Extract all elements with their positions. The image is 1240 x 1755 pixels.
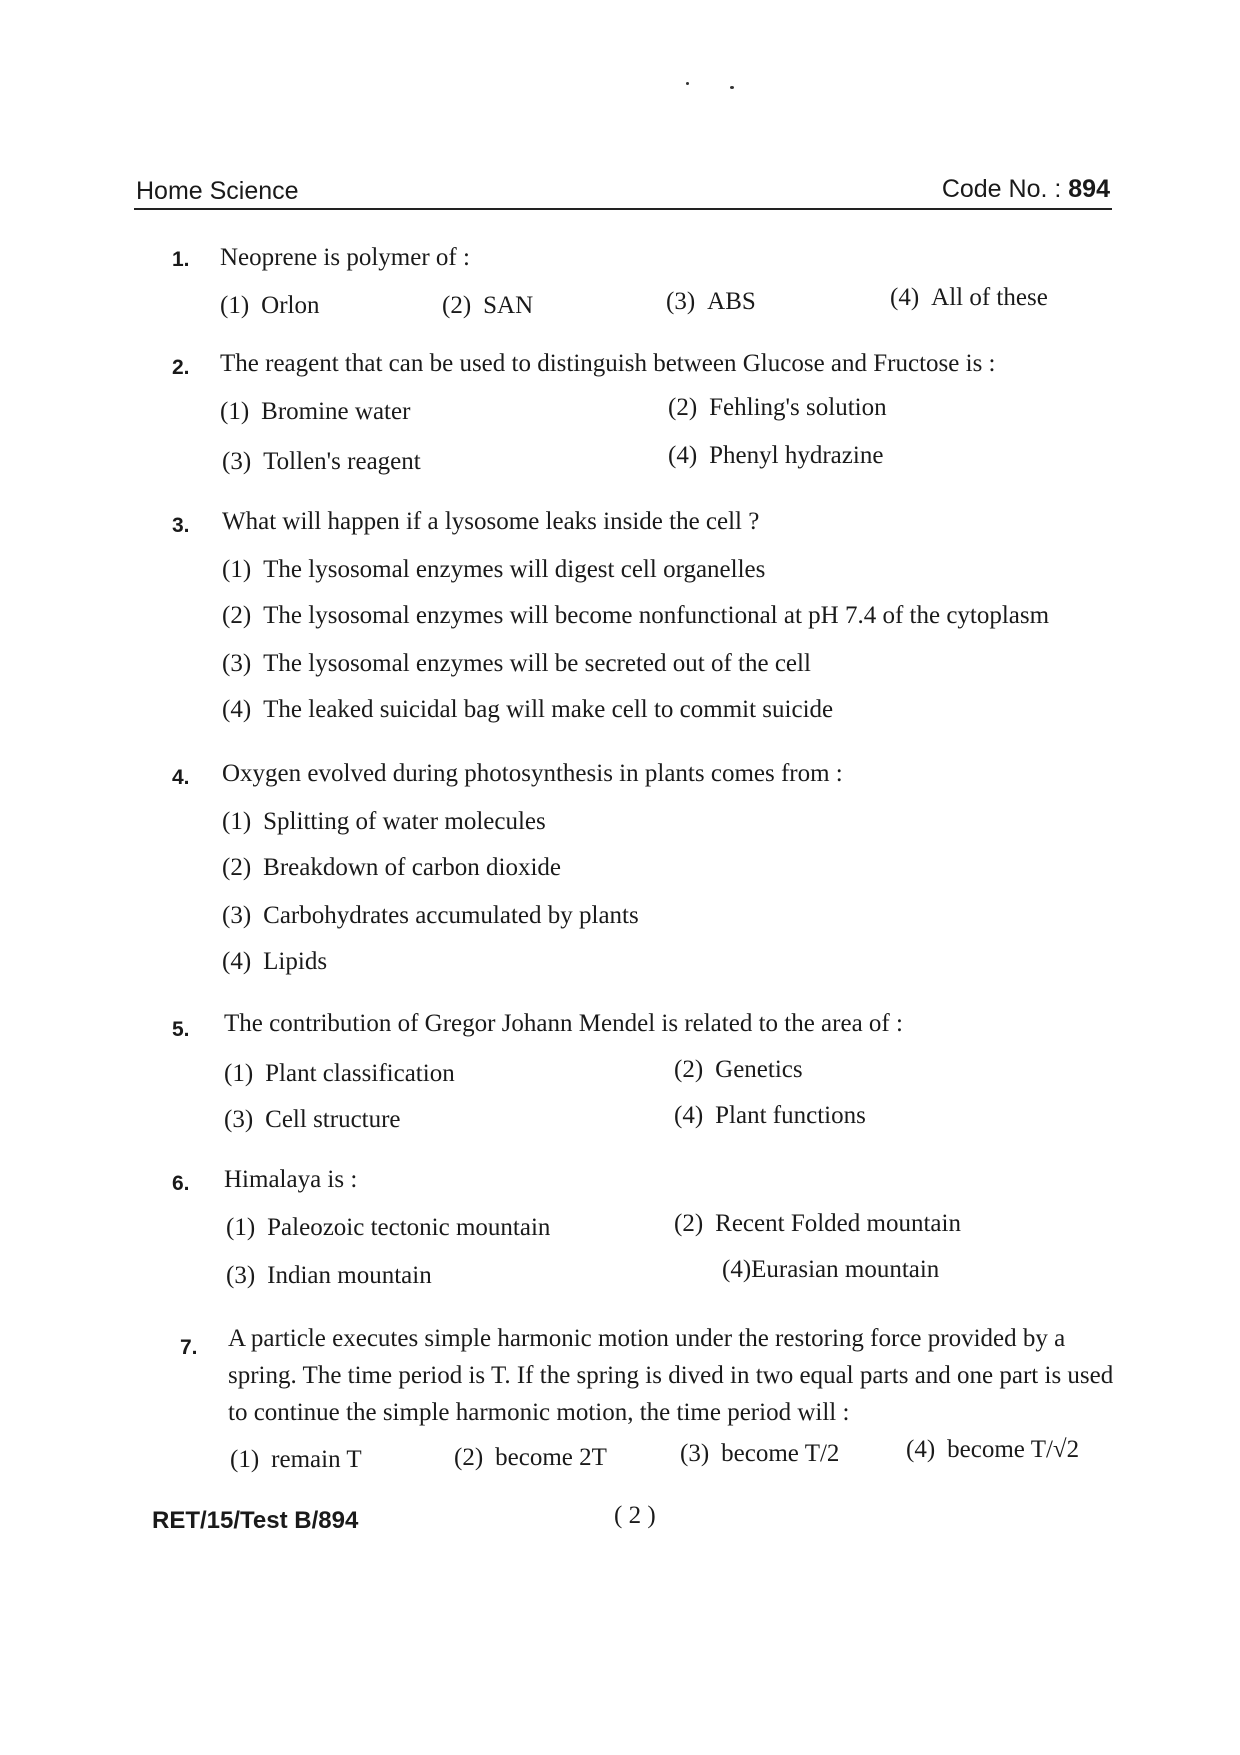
option-number: (4): [890, 284, 920, 311]
option-text: Lipids: [263, 948, 328, 975]
option: [668, 394, 887, 422]
option: [224, 1060, 455, 1088]
option-text: Cell structure: [265, 1106, 401, 1133]
option-text: Orlon: [261, 292, 320, 319]
option-text: ABS: [707, 288, 756, 315]
option-number: (1): [220, 292, 250, 319]
option: [680, 1440, 839, 1468]
option-number: (2): [454, 1444, 484, 1471]
subject-title: Home Science: [136, 177, 299, 205]
option-number: (3): [222, 650, 252, 677]
option-text: Eurasian mountain: [751, 1256, 940, 1283]
option: [674, 1210, 961, 1238]
option-number: (2): [442, 292, 472, 319]
option-number: (3): [666, 288, 696, 315]
option-text: The lysosomal enzymes will be secreted out of the cell: [263, 650, 811, 677]
option-number: (3): [226, 1262, 256, 1289]
option-number: (3): [680, 1440, 710, 1467]
option-text: become T/2: [721, 1440, 840, 1467]
question-number: 1.: [172, 248, 190, 271]
option-text: Paleozoic tectonic mountain: [267, 1214, 551, 1241]
option-number: (1): [220, 398, 250, 425]
test-code: RET/15/Test B/894: [152, 1507, 359, 1534]
option-text: SAN: [483, 292, 534, 319]
option-number: (2): [668, 394, 698, 421]
scan-speck: [730, 86, 734, 89]
question-number: 4.: [172, 766, 190, 789]
option: [226, 1262, 432, 1290]
option-text: The lysosomal enzymes will digest cell organelles: [263, 556, 766, 583]
option: [222, 696, 833, 724]
option-text: Plant classification: [265, 1060, 455, 1087]
option-number: (1): [224, 1060, 254, 1087]
option-text: Breakdown of carbon dioxide: [263, 854, 561, 881]
option: [222, 854, 561, 882]
option: [222, 448, 421, 476]
question-text: What will happen if a lysosome leaks inside the cell ?: [222, 508, 760, 535]
option: [222, 902, 639, 930]
option-number: (1): [222, 556, 252, 583]
option-text: Splitting of water molecules: [263, 808, 546, 835]
question-text: Oxygen evolved during photosynthesis in plants comes from :: [222, 760, 843, 787]
option-number: (2): [674, 1056, 704, 1083]
option: [224, 1106, 401, 1134]
option: [222, 556, 765, 584]
option-number: (4): [222, 696, 252, 723]
option-text: Tollen's reagent: [263, 448, 421, 475]
option: [230, 1446, 362, 1474]
option-text: Phenyl hydrazine: [709, 442, 884, 469]
option: [666, 288, 756, 316]
option-number: (3): [222, 902, 252, 929]
option-text: remain T: [271, 1446, 362, 1473]
option-number: (4): [906, 1436, 936, 1463]
option: [222, 948, 327, 976]
question-text: Neoprene is polymer of :: [220, 244, 470, 271]
option: [906, 1436, 1079, 1464]
code-number: [942, 175, 1110, 204]
option-number: (3): [222, 448, 252, 475]
page-number: ( 2 ): [614, 1502, 656, 1529]
option-text: The lysosomal enzymes will become nonfunctional at pH 7.4 of the cytoplasm: [263, 602, 1050, 629]
option: [442, 292, 533, 320]
option-text: Carbohydrates accumulated by plants: [263, 902, 639, 929]
question-number: 6.: [172, 1172, 190, 1195]
option-text: All of these: [931, 284, 1048, 311]
question-text: The contribution of Gregor Johann Mendel is related to the area of :: [224, 1010, 903, 1037]
option-number: (1): [222, 808, 252, 835]
option-text: become 2T: [495, 1444, 607, 1471]
option-number: (1): [230, 1446, 260, 1473]
option-text: become T/√2: [947, 1436, 1080, 1463]
option-number: (2): [222, 854, 252, 881]
option-number: (1): [226, 1214, 256, 1241]
option: [890, 284, 1048, 312]
option-number: (4): [668, 442, 698, 469]
option: [454, 1444, 607, 1472]
question-number: 2.: [172, 356, 190, 379]
question-text: Himalaya is :: [224, 1166, 358, 1193]
scan-speck: [686, 82, 689, 85]
question-number: 3.: [172, 514, 190, 537]
option-number: (4): [222, 948, 252, 975]
option-text: Fehling's solution: [709, 394, 887, 421]
option-text: Indian mountain: [267, 1262, 432, 1289]
option-number: (2): [222, 602, 252, 629]
code-value: 894: [1068, 175, 1110, 203]
option: [674, 1102, 866, 1130]
option: [674, 1056, 803, 1084]
option-text: Genetics: [715, 1056, 803, 1083]
question-text: The reagent that can be used to distinguish between Glucose and Fructose is :: [220, 350, 996, 377]
option-text: Recent Folded mountain: [715, 1210, 961, 1237]
option-text: Plant functions: [715, 1102, 866, 1129]
page-header: [134, 168, 1112, 210]
option: [668, 442, 883, 470]
option-number: (4): [674, 1102, 704, 1129]
option: [722, 1256, 939, 1284]
code-label: Code No. :: [941, 175, 1062, 203]
option: [222, 602, 1049, 630]
option-text: The leaked suicidal bag will make cell to commit suicide: [263, 696, 834, 723]
option-text: Bromine water: [261, 398, 411, 425]
option-number: (3): [224, 1106, 254, 1133]
option: [222, 808, 546, 836]
option: [220, 398, 410, 426]
option: [222, 650, 811, 678]
question-text: A particle executes simple harmonic motion under the restoring force provided by a spring. The time period is T. If the spring is dived in two equal parts and one part is used to continue the simple harmonic motion, the time period will :: [228, 1325, 1114, 1426]
question-number: 5.: [172, 1018, 190, 1041]
question-number: 7.: [180, 1336, 198, 1359]
option-number: (2): [674, 1210, 704, 1237]
option: [220, 292, 319, 320]
option-number: (4): [722, 1256, 752, 1283]
option: [226, 1214, 550, 1242]
